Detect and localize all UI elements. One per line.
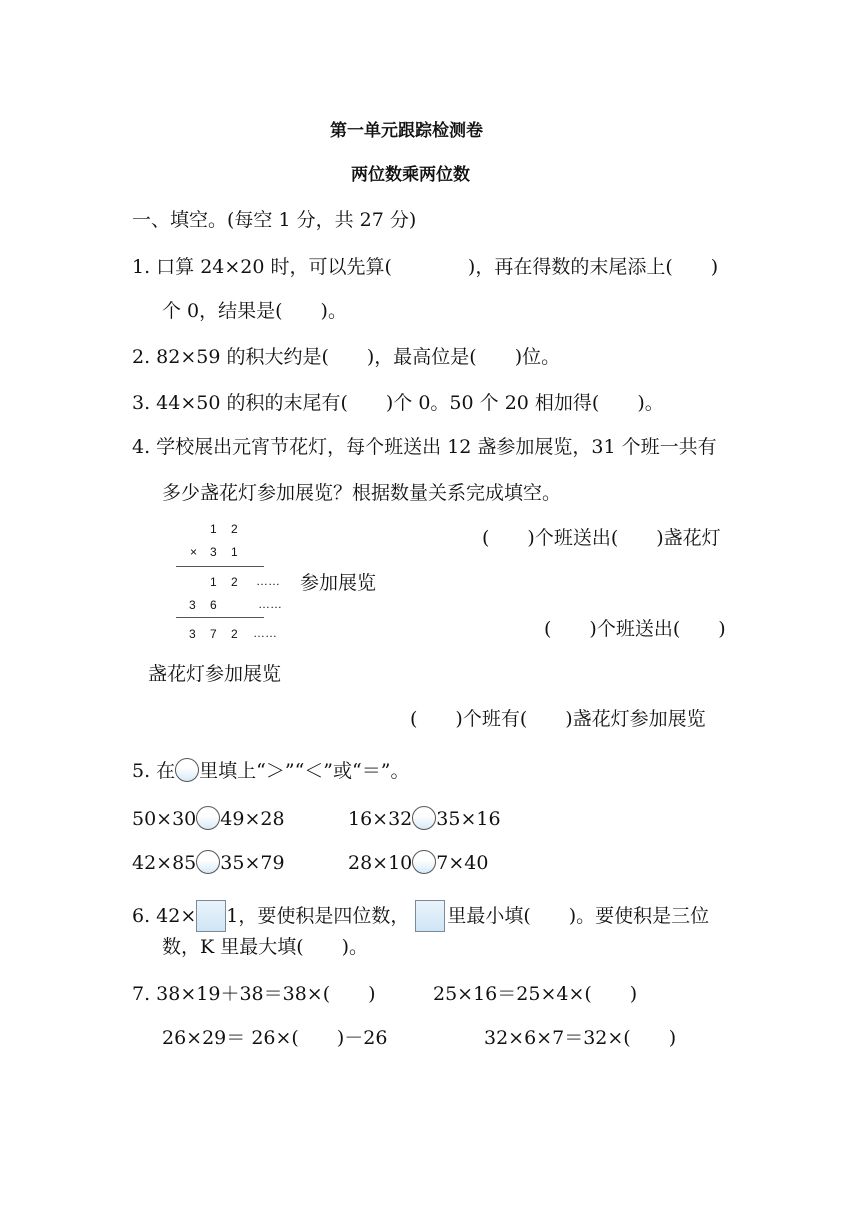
question-5-prefix: 5. 在	[132, 760, 176, 782]
calc-digit: 1	[210, 522, 217, 536]
page-subtitle: 两位数乘两位数	[351, 165, 470, 185]
calc-digit: 2	[231, 575, 238, 589]
question-4-continued: 盏花灯参加展览	[148, 663, 282, 685]
calc-digit: 6	[210, 598, 217, 612]
question-6-line-2: 数，K 里最大填( )。	[162, 936, 369, 958]
calc-dots: ……	[256, 574, 280, 588]
question-7-c: 26×29＝ 26×( )－26	[162, 1027, 388, 1049]
compare-item	[132, 850, 285, 874]
compare-right: 35×16	[436, 808, 501, 830]
compare-item	[132, 806, 285, 830]
calc-times-sign: ×	[190, 545, 198, 559]
compare-left: 42×85	[132, 852, 197, 874]
question-4-label-mid: 参加展览	[300, 572, 377, 594]
blank-box-icon[interactable]	[196, 900, 226, 932]
question-4-blank-1: ( )个班送出( )盏花灯	[482, 527, 721, 549]
question-7-d: 32×6×7＝32×( )	[484, 1027, 677, 1049]
calc-digit: 1	[231, 545, 238, 559]
page-title: 第一单元跟踪检测卷	[330, 121, 483, 141]
question-7-b: 25×16＝25×4×( )	[433, 983, 638, 1005]
question-4-blank-3: ( )个班有( )盏花灯参加展览	[410, 708, 706, 730]
question-6-line-1	[132, 900, 709, 932]
question-3: 3. 44×50 的积的末尾有( )个 0。50 个 20 相加得( )。	[132, 392, 664, 414]
question-1-line-2: 个 0，结果是( )。	[162, 300, 347, 322]
compare-circle-icon[interactable]	[412, 850, 436, 874]
calc-rule	[176, 566, 264, 567]
question-4-blank-2: ( )个班送出( )	[544, 618, 726, 640]
question-6-part-a: 6. 42×	[132, 905, 197, 927]
compare-circle-icon	[175, 758, 199, 782]
compare-item	[348, 806, 501, 830]
compare-left: 50×30	[132, 808, 197, 830]
calc-digit: 3	[189, 598, 196, 612]
calc-digit: 1	[210, 575, 217, 589]
question-6-part-b: 1，要使积是四位数，	[226, 905, 410, 927]
calc-digit: 7	[210, 627, 217, 641]
calc-rule	[176, 617, 264, 618]
compare-circle-icon[interactable]	[196, 850, 220, 874]
question-4-line-2: 多少盏花灯参加展览？根据数量关系完成填空。	[162, 482, 562, 504]
question-7-a: 7. 38×19＋38＝38×( )	[132, 983, 376, 1005]
calc-dots: ……	[258, 597, 282, 611]
compare-circle-icon[interactable]	[412, 806, 436, 830]
calc-digit: 2	[231, 627, 238, 641]
compare-circle-icon[interactable]	[196, 806, 220, 830]
question-5-heading	[132, 758, 409, 782]
compare-right: 49×28	[220, 808, 285, 830]
calc-dots: ……	[253, 626, 277, 640]
question-1-line-1: 1. 口算 24×20 时，可以先算( )，再在得数的末尾添上( )	[132, 256, 719, 278]
question-5-suffix: 里填上“＞”“＜”或“＝”。	[199, 760, 410, 782]
question-2: 2. 82×59 的积大约是( )，最高位是( )位。	[132, 346, 561, 368]
section-heading: 一、填空。(每空 1 分，共 27 分)	[132, 209, 417, 231]
calc-digit: 2	[231, 522, 238, 536]
compare-item	[348, 850, 488, 874]
blank-box-icon[interactable]	[415, 900, 445, 932]
compare-left: 16×32	[348, 808, 413, 830]
compare-right: 35×79	[220, 852, 285, 874]
question-6-part-c: 里最小填( )。要使积是三位	[447, 905, 710, 927]
calc-digit: 3	[189, 627, 196, 641]
compare-right: 7×40	[436, 852, 489, 874]
calc-digit: 3	[210, 545, 217, 559]
compare-left: 28×10	[348, 852, 413, 874]
question-4-line-1: 4. 学校展出元宵节花灯，每个班送出 12 盏参加展览，31 个班一共有	[132, 436, 717, 458]
